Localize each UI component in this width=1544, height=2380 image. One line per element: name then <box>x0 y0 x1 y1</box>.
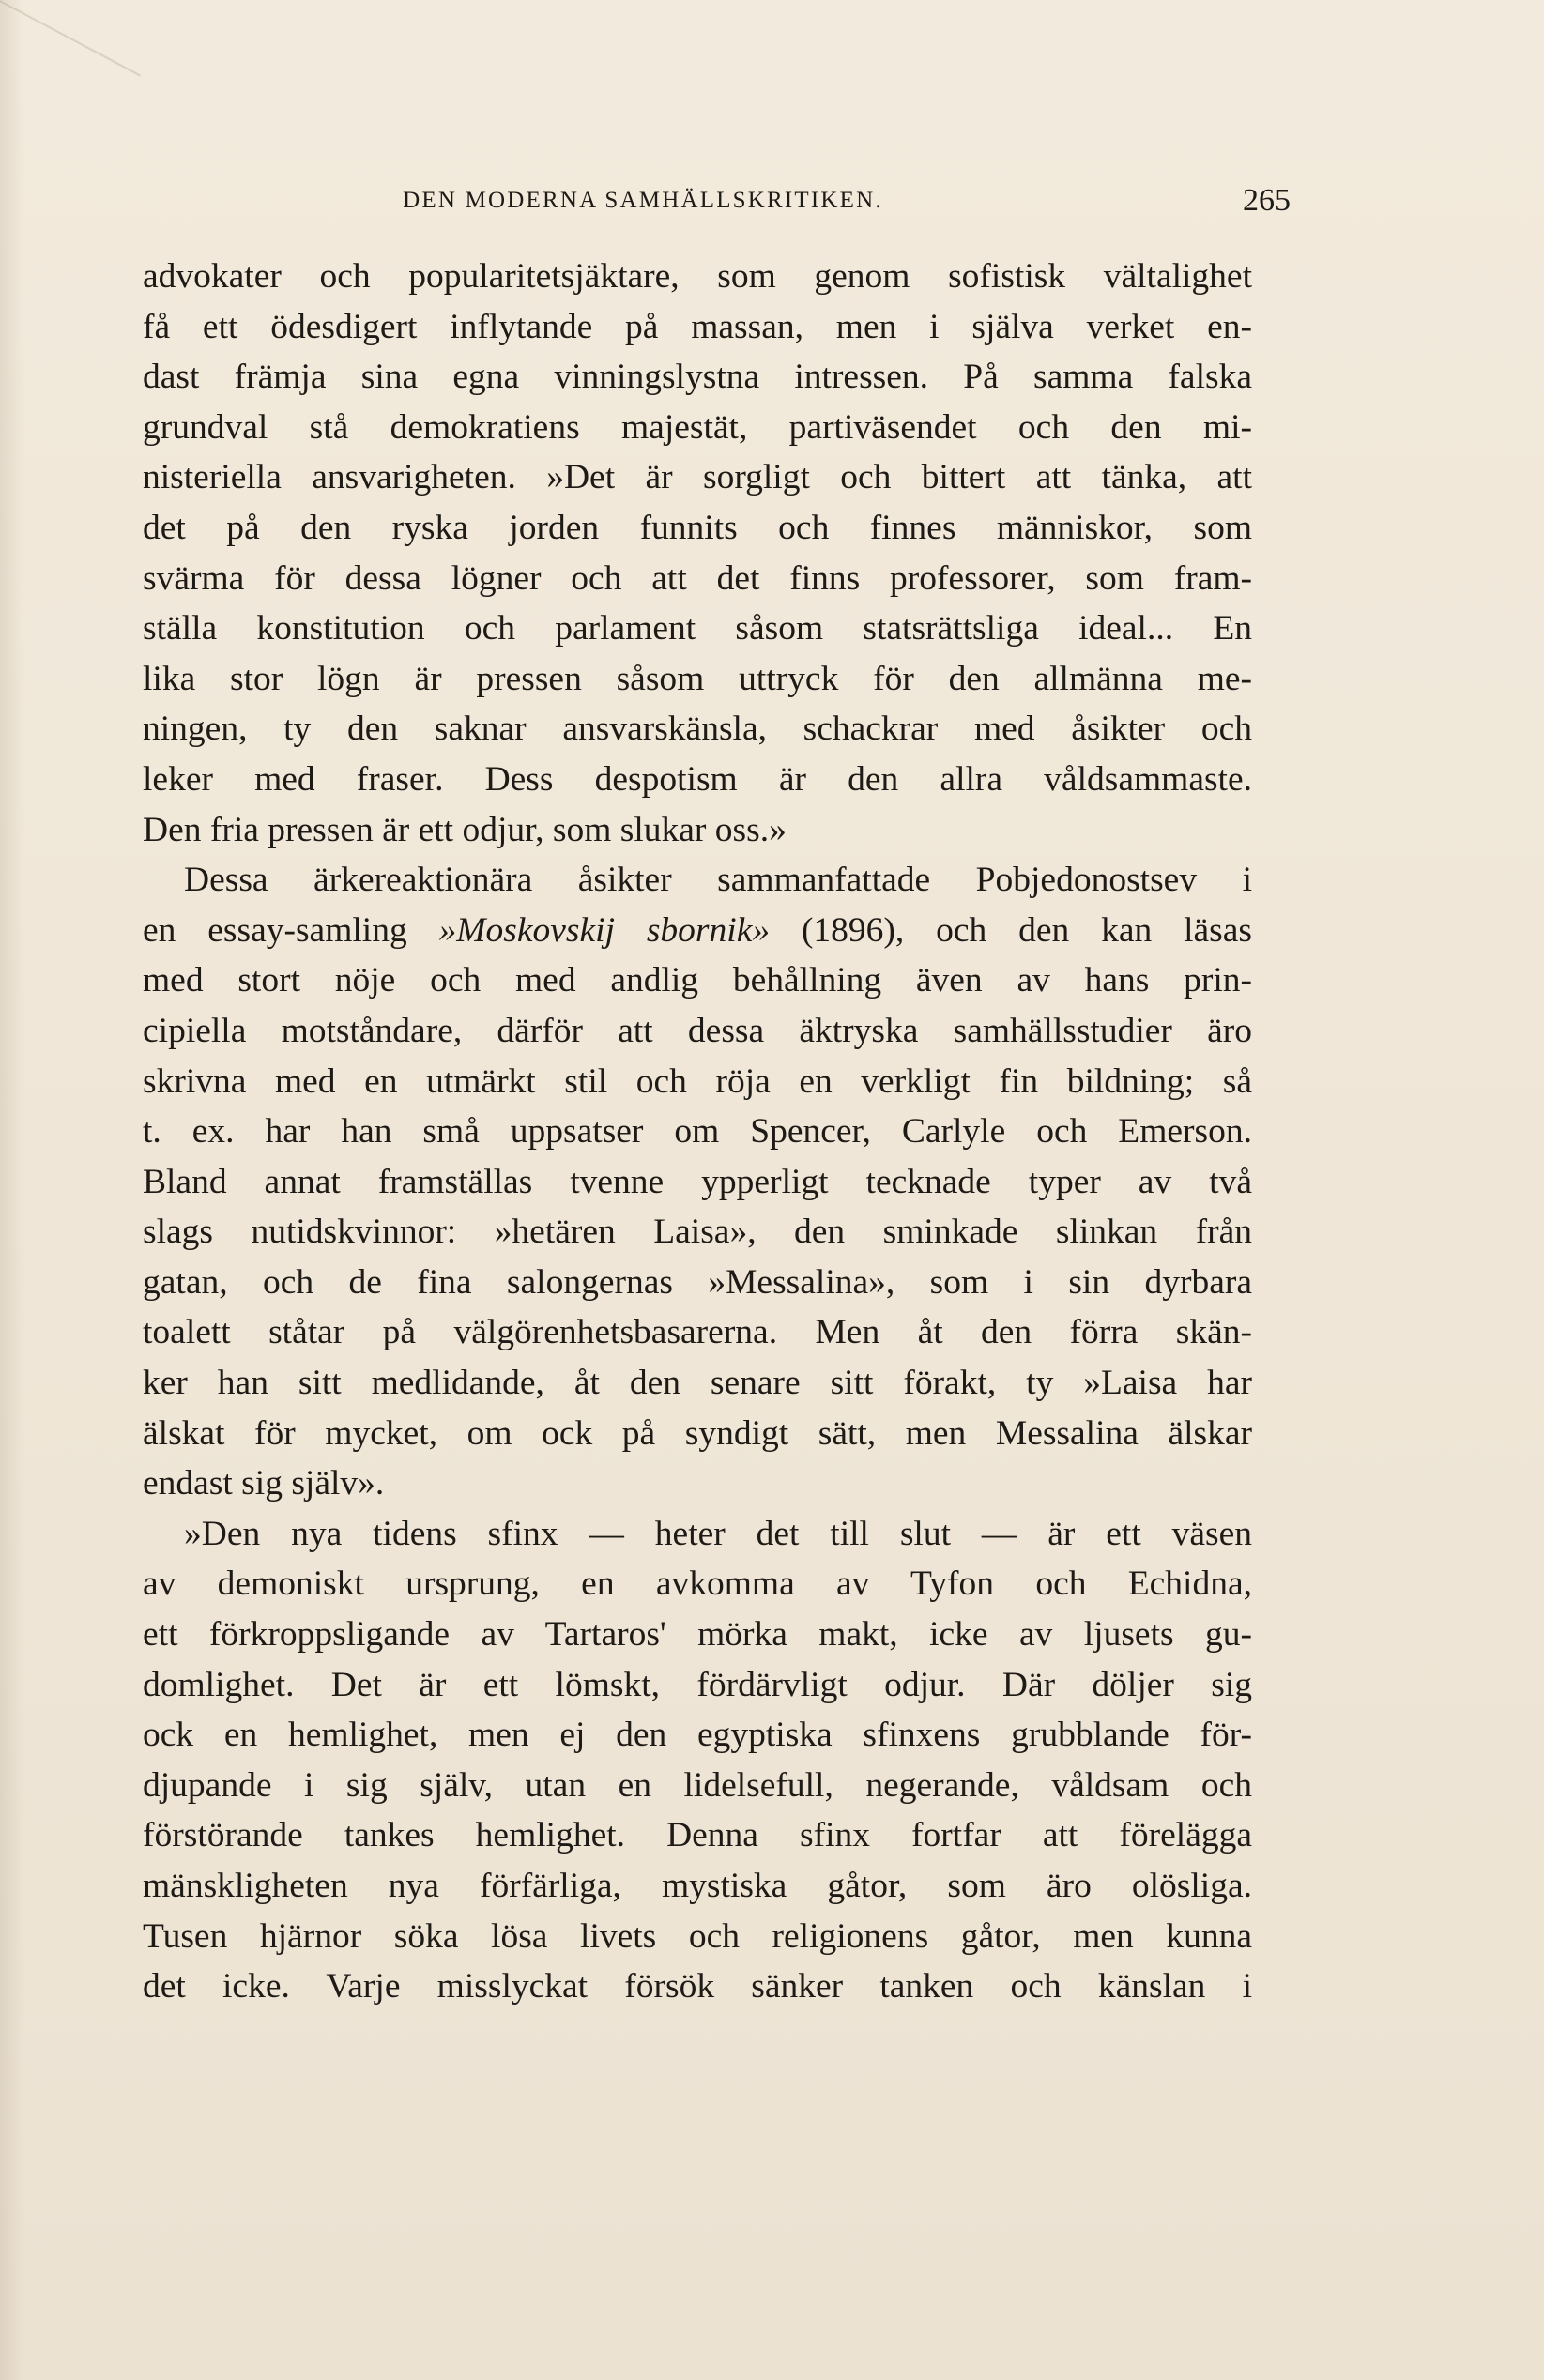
text-line-content: djupande i sig själv, utan en lidelsefull, negerande, våldsam och <box>143 1765 1252 1805</box>
text-line-content: ställa konstitution och parlament såsom statsrättsliga ideal... En <box>143 609 1252 648</box>
text-line <box>143 955 1252 1006</box>
text-line-content: domlighet. Det är ett lömskt, fördärvligt odjur. Där döljer sig <box>143 1665 1252 1704</box>
text-line-content: t. ex. har han små uppsatser om Spencer, Carlyle och Emerson. <box>143 1112 1252 1152</box>
text-line-content: leker med fraser. Dess despotism är den allra våldsammaste. <box>143 759 1252 799</box>
text-line-content: få ett ödesdigert inflytande på massan, men i själva verket en- <box>143 307 1252 346</box>
text-line <box>143 1761 1252 1811</box>
chapter-running-title: DEN MODERNA SAMHÄLLSKRITIKEN. <box>403 188 883 213</box>
text-line-content: endast sig själv». <box>143 1464 385 1503</box>
text-line-continuation: (1896), och den kan läsas <box>770 910 1252 950</box>
text-line <box>143 1710 1252 1761</box>
text-line-content: Den fria pressen är ett odjur, som slukar oss.» <box>143 810 787 849</box>
text-line <box>143 906 1252 956</box>
body-text <box>143 252 1252 2012</box>
page-number: 265 <box>1243 183 1291 218</box>
text-line <box>143 403 1252 453</box>
text-line-content: med stort nöje och med andlig behållning även av hans prin- <box>143 961 1252 1000</box>
text-line-content: ett förkroppsligande av Tartaros' mörka makt, icke av ljusets gu- <box>143 1615 1252 1655</box>
text-line <box>143 805 1252 856</box>
text-line <box>143 1106 1252 1157</box>
text-line <box>143 1307 1252 1358</box>
text-line <box>143 855 1252 906</box>
text-line <box>143 1509 1252 1560</box>
text-line <box>143 252 1252 302</box>
text-line <box>143 1912 1252 1962</box>
text-line <box>143 704 1252 755</box>
text-line-content: slags nutidskvinnor: »hetären Laisa», den sminkade slinkan från <box>143 1213 1252 1252</box>
text-line <box>143 1810 1252 1861</box>
text-line <box>143 603 1252 654</box>
text-line-content: »Den nya tidens sfinx — heter det till slut — är ett väsen <box>184 1514 1252 1553</box>
text-line-content: advokater och popularitetsjäktare, som genom sofistisk vältalighet <box>143 257 1252 296</box>
italic-title: »Moskovskij sbornik» <box>438 910 771 950</box>
text-line <box>143 1157 1252 1208</box>
text-line-content: Tusen hjärnor söka lösa livets och religionens gåtor, men kunna <box>143 1916 1252 1956</box>
text-line <box>143 1358 1252 1409</box>
page-edge-shadow <box>0 0 24 2380</box>
text-line-content: det icke. Varje misslyckat försök sänker tanken och känslan i <box>143 1967 1252 2006</box>
text-line-content: gatan, och de fina salongernas »Messalina», som i sin dyrbara <box>143 1262 1252 1302</box>
text-line <box>143 1610 1252 1660</box>
text-line <box>143 352 1252 403</box>
text-line <box>143 1258 1252 1308</box>
text-line <box>143 1057 1252 1107</box>
text-line-content: lika stor lögn är pressen såsom uttryck för den allmänna me- <box>143 659 1252 698</box>
text-line-content: dast främja sina egna vinningslystna intressen. På samma falska <box>143 358 1252 397</box>
text-line <box>143 554 1252 604</box>
text-line <box>143 1861 1252 1912</box>
text-line-content: cipiella motståndare, därför att dessa äktryska samhällsstudier äro <box>143 1011 1252 1050</box>
text-line-content: grundval stå demokratiens majestät, partiväsendet och den mi- <box>143 407 1252 447</box>
text-line <box>143 654 1252 705</box>
text-line-content: Dessa ärkereaktionära åsikter sammanfattade Pobjedonostsev i <box>184 861 1252 900</box>
text-line-content: ock en hemlighet, men ej den egyptiska sfinxens grubblande för- <box>143 1716 1252 1755</box>
text-line <box>143 1458 1252 1509</box>
text-line <box>143 1660 1252 1711</box>
text-line <box>143 302 1252 353</box>
text-line-content: Bland annat framställas tvenne ypperligt tecknade typer av två <box>143 1162 1252 1201</box>
text-line-content: mänskligheten nya förfärliga, mystiska gåtor, som äro olösliga. <box>143 1867 1252 1905</box>
text-line <box>143 1961 1252 2012</box>
text-line <box>143 1559 1252 1610</box>
running-head <box>150 180 1291 221</box>
text-line <box>143 452 1252 503</box>
text-line <box>143 1207 1252 1258</box>
text-line <box>143 503 1252 554</box>
text-line <box>143 1006 1252 1057</box>
text-line-content: en essay-samling <box>143 910 439 950</box>
text-line-content: svärma för dessa lögner och att det finns professorer, som fram- <box>143 558 1252 598</box>
text-line-content: nisteriella ansvarigheten. »Det är sorgligt och bittert att tänka, att <box>143 458 1252 497</box>
text-line-content: av demoniskt ursprung, en avkomma av Tyfon och Echidna, <box>143 1564 1252 1604</box>
text-line-content: älskat för mycket, om ock på syndigt sätt, men Messalina älskar <box>143 1413 1252 1453</box>
text-line-content: ningen, ty den saknar ansvarskänsla, schackrar med åsikter och <box>143 709 1252 749</box>
text-line-content: toalett ståtar på välgörenhetsbasarerna. Men åt den förra skän- <box>143 1313 1252 1352</box>
text-line-content: ker han sitt medlidande, åt den senare sitt förakt, ty »Laisa har <box>143 1364 1252 1403</box>
text-line-content: det på den ryska jorden funnits och finnes människor, som <box>143 508 1252 547</box>
text-line-content: skrivna med en utmärkt stil och röja en verkligt fin bildning; så <box>143 1061 1252 1101</box>
text-line-content: förstörande tankes hemlighet. Denna sfinx fortfar att förelägga <box>143 1816 1252 1855</box>
text-line <box>143 755 1252 805</box>
text-line <box>143 1409 1252 1459</box>
